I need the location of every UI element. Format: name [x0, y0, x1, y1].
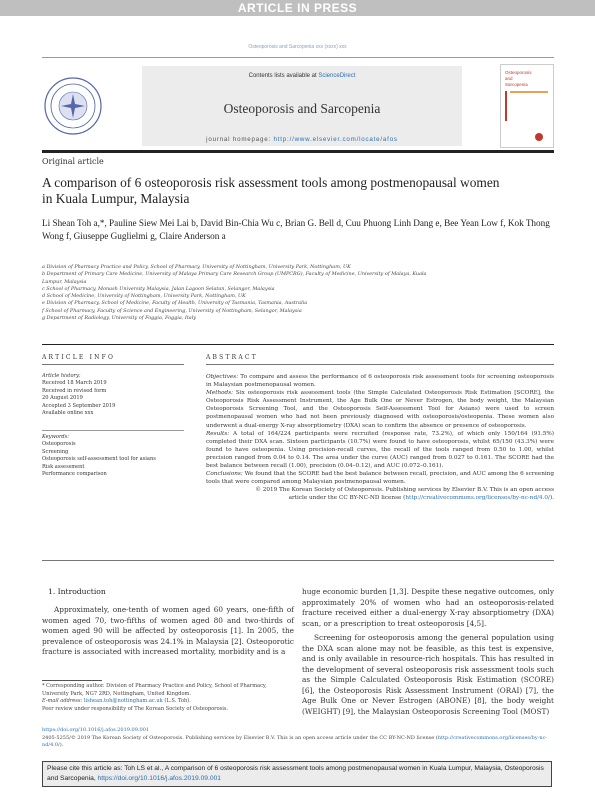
- history-item: Received 18 March 2019: [42, 380, 107, 387]
- email-line: E-mail address: lishean.toh@nottingham.ac.uk (L.S. Toh).: [42, 698, 191, 704]
- body-divider: [42, 560, 554, 561]
- doi-block: [42, 727, 554, 750]
- keyword-item: Osteoporosis: [42, 441, 76, 448]
- peer-review-note: Peer review under responsibility of The Korean Society of Osteoporosis.: [42, 705, 229, 712]
- affiliation-line: g Department of Radiology, University of Foggia, Foggia, Italy: [42, 315, 197, 322]
- keyword-item: Risk assessment: [42, 463, 85, 470]
- footnote-rule: [42, 680, 102, 681]
- header-divider: [42, 150, 554, 153]
- journal-reference[interactable]: Osteoporosis and Sarcopenia xxx (xxxx) xxx: [248, 44, 347, 50]
- history-item: 20 August 2019: [42, 395, 83, 402]
- citation-text: Please cite this article as: Toh LS et al., A comparison of 6 osteoporosis risk assessment tools among postmenopausal women in Kuala Lumpur, Malaysia, Osteoporosis and Sarcopenia,: [47, 765, 544, 782]
- section-divider: [42, 344, 554, 345]
- corresponding-author-note: * Corresponding author. Division of Pharmacy Practice and Policy, School of Pharmacy, University Park, NG7 2RD, Nottingham, United Kingdom.: [42, 683, 267, 697]
- society-seal-logo: [42, 66, 104, 146]
- history-item: Available online xxx: [42, 410, 94, 417]
- cover-title-line-3: Sarcopenia: [505, 82, 528, 87]
- contents-line: Contents lists available at ScienceDirect: [248, 73, 356, 79]
- abstract-heading: ABSTRACT: [206, 354, 258, 361]
- footnote: [42, 683, 294, 713]
- license-link[interactable]: http://creativecommons.org/licenses/by-nc-nd/4.0/: [405, 495, 550, 502]
- article-history: [42, 373, 184, 417]
- license-statement: 2405-5255/© 2019 The Korean Society of Osteoporosis. Publishing services by Elsevier B.V. This is an open access article under the CC BY-NC-ND license (http://creativecommons.org/licenses/by-nc-nd/4.0/).: [42, 734, 548, 748]
- abstract-conclusions: Conclusions: We found that the SCORE had the best balance between recall, precision, and AUC among the 6 screening tools that were compared among Malaysian postmenopausal women.: [206, 471, 554, 486]
- email-link[interactable]: lishean.toh@nottingham.ac.uk: [83, 698, 163, 704]
- keyword-item: Screening: [42, 448, 69, 455]
- journal-header: [42, 57, 554, 151]
- history-item: Received in revised form: [42, 387, 107, 394]
- keywords-label: Keywords:: [42, 434, 70, 440]
- abstract-copyright: © 2019 The Korean Society of Osteoporosis. Publishing services by Elsevier B.V. This is an open access article under the CC BY-NC-ND license (http://creativecommons.org/licenses/by-nc-nd/4.0/).: [255, 487, 554, 502]
- affiliation-line: b Department of Primary Care Medicine, University of Malaya Primary Care Research Group (UMPCRG), Faculty of Medicine, University of Malaya, Kuala: [42, 271, 427, 278]
- article-title: A comparison of 6 osteoporosis risk assessment tools among postmenopausal women in Kuala Lumpur, Malaysia: [42, 175, 500, 206]
- affiliation-line: e Division of Pharmacy, School of Medicine, Faculty of Health, University of Tasmania, Tasmania, Australia: [42, 300, 308, 307]
- journal-cover-thumbnail: [500, 64, 554, 148]
- article-type: Original article: [42, 157, 104, 166]
- article-in-press-banner: ARTICLE IN PRESS: [0, 0, 595, 16]
- article-info-heading: ARTICLE INFO: [42, 354, 116, 361]
- abstract-methods: Methods: Six osteoporosis risk assessment tools (the Simple Calculated Osteoporosis Risk Estimation [SCORE], the Osteoporosis Risk Assessment Instrument, the Age Bulk One or Never Estrogen, the body weight, the Malaysian Osteoporosis Screening Tool, and the Osteoporosis Self-Assessment Tool for Asians) were used to screen postmenopausal women who had not been previously diagnosed with osteoporosis/osteopenia. These women also underwent a dual-energy X-ray absorptiometry (DXA) scan to confirm the absence or presence of osteoporosis.: [206, 390, 554, 429]
- intro-paragraph: Approximately, one-tenth of women aged 60 years, one-fifth of women aged 70, two-fifths of women aged 80 and two-thirds of women aged 90 will be affected by osteoporosis [1]. In 2005, the prevalence of osteoporosis was 24.1% in Malaysia [2]. Osteoporotic fracture is associated with increased mortality, morbidity and is a: [42, 605, 294, 656]
- affiliations: [42, 264, 512, 322]
- journal-header-box: [142, 66, 462, 146]
- cover-title-line-2: and: [505, 76, 513, 81]
- journal-title: Osteoporosis and Sarcopenia: [223, 101, 381, 116]
- intro-paragraph: Screening for osteoporosis among the general population using the DXA scan alone may not be feasible, as this test is expensive, and is only available in resource-rich hospitals. This has resulted in the development of several osteoporosis risk assessment tools such as the Simple Calculated Osteoporosis Risk Estimation (SCORE) [6], the Osteoporosis Risk Assessment Instrument (ORAI) [7], the Age Bulk One or Never Estrogen (ABONE) [8], the body weight (WEIGHT) [9], the Malaysian Osteoporosis Screening Tool (MOST): [302, 633, 554, 716]
- body-column-left: [42, 605, 294, 658]
- intro-paragraph: huge economic burden [1,3]. Despite these negative outcomes, only approximately 20% of women who had an osteoporosis-related fracture received either a dual-energy X-ray absorptiometry (DXA) scan, or a prescription to treat osteoporosis [4,5].: [302, 587, 554, 628]
- citation-doi-link[interactable]: https://doi.org/10.1016/j.afos.2019.09.001: [97, 774, 222, 782]
- citation-box: [42, 761, 552, 787]
- keywords-rule: [42, 430, 184, 431]
- abstract-results: Results: A total of 164/224 participants were recruited (response rate, 73.2%), of which only 150/164 (91.5%) completed their DXA scan. Sixteen participants (10.7%) were found to have osteoporosis, whilst 65/150 (43.3%) were found to have osteopenia. Using precision-recall curves, the recall of the tools ranged from 0.50 to 1.00, whilst precision ranged from 0.04 to 0.14. The area under the curve (AUC) ranged from 0.027 to 0.161. The SCORE had the best balance between recall (1.00), precision (0.04–0.12), and AUC (0.072–0.161).: [206, 430, 554, 470]
- abstract-rule: [206, 364, 554, 365]
- history-item: Accepted 3 September 2019: [42, 402, 116, 409]
- keyword-item: Performance comparison: [42, 471, 107, 478]
- cover-title-line-1: Osteoporosis: [505, 70, 532, 75]
- homepage-link[interactable]: http://www.elsevier.com/locate/afos: [273, 136, 398, 143]
- affiliation-line: f School of Pharmacy, Faculty of Science and Engineering, University of Nottingham, Selangor, Malaysia: [42, 307, 302, 314]
- license-link[interactable]: http://creativecommons.org/licenses/by-nc-nd/4.0/: [42, 734, 548, 748]
- affiliation-line: a Division of Pharmacy Practice and Policy, School of Pharmacy, University of Nottingham, University Park, Nottingham, UK: [42, 264, 351, 270]
- journal-homepage: journal homepage: http://www.elsevier.com/locate/afos: [206, 136, 398, 143]
- affiliation-line: Lumpur, Malaysia: [42, 278, 87, 285]
- doi-link[interactable]: https://doi.org/10.1016/j.afos.2019.09.001: [42, 727, 150, 733]
- abstract-body: [206, 373, 554, 503]
- sciencedirect-link[interactable]: ScienceDirect: [318, 73, 356, 79]
- introduction-heading: 1. Introduction: [48, 587, 106, 596]
- abstract-objectives: Objectives: To compare and assess the performance of 6 osteoporosis risk assessment tools for screening osteoporosis in Malaysian postmenopausal women.: [206, 374, 554, 389]
- history-label: Article history:: [42, 373, 81, 379]
- author-list: Li Shean Toh a,*, Pauline Siew Mei Lai b, David Bin-Chia Wu c, Brian G. Bell d, Cuu Phuong Linh Dang e, Bee Yean Low f, Kok Thong Wong f, Giuseppe Guglielmi g, Claire Anderson a: [42, 218, 550, 241]
- body-column-right: [302, 587, 554, 717]
- article-info-rule: [42, 364, 184, 365]
- affiliation-line: c School of Pharmacy, Monash University Malaysia, Jalan Lagoon Selatan, Selangor, Malaysia: [42, 285, 275, 292]
- keywords: [42, 434, 184, 478]
- keyword-item: Osteoporosis self-assessment tool for asians: [42, 456, 156, 463]
- affiliation-line: d School of Medicine, University of Nottingham, University Park, Nottingham, UK: [42, 293, 246, 300]
